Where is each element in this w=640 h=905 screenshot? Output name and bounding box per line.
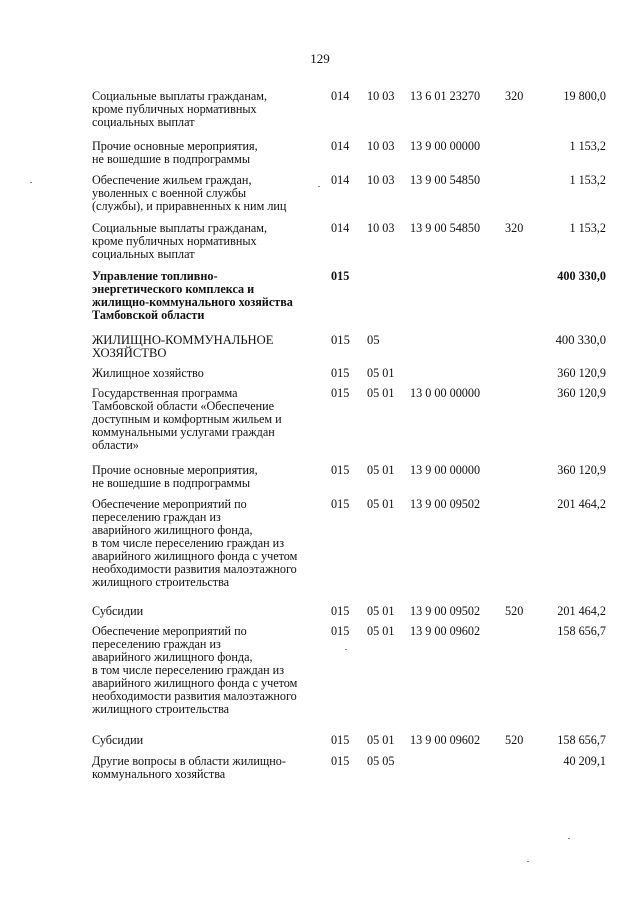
row-department-code: 015 (331, 624, 350, 638)
row-section-code: 10 03 (367, 221, 395, 235)
row-name: ЖИЛИЩНО-КОММУНАЛЬНОЕ ХОЗЯЙСТВО (92, 333, 274, 360)
row-section-code: 05 (367, 333, 380, 347)
row-amount: 1 153,2 (569, 139, 606, 153)
row-target-article: 13 9 00 09602 (410, 624, 481, 638)
row-name: Обеспечение мероприятий по переселению граждан из аварийного жилищного фонда, в том числе переселению граждан из аварийного жилищного фонда с учетом необходимости развития малоэтажного жилищного строительства (92, 624, 298, 716)
scan-speck (30, 182, 32, 183)
row-department-code: 014 (331, 221, 350, 235)
row-expense-type: 520 (505, 604, 524, 618)
row-section-code: 05 01 (367, 463, 395, 477)
row-section-code: 05 05 (367, 754, 395, 768)
row-name: Обеспечение жильем граждан, уволенных с военной службы (службы), и приравненных к ним лиц (92, 173, 287, 213)
row-department-code: 015 (331, 604, 350, 618)
row-section-code: 05 01 (367, 386, 395, 400)
row-name: Прочие основные мероприятия, не вошедшие в подпрограммы (92, 463, 258, 490)
row-target-article: 13 0 00 00000 (410, 386, 481, 400)
row-amount: 1 153,2 (569, 221, 606, 235)
row-section-code: 10 03 (367, 173, 395, 187)
row-expense-type: 320 (505, 89, 524, 103)
row-section-code: 05 01 (367, 733, 395, 747)
row-department-code: 015 (331, 733, 350, 747)
row-expense-type: 520 (505, 733, 524, 747)
scan-speck (568, 838, 570, 839)
row-section-code: 10 03 (367, 139, 395, 153)
row-department-code: 015 (331, 366, 350, 380)
row-department-code: 015 (331, 497, 350, 511)
row-department-code: 014 (331, 89, 350, 103)
row-amount: 400 330,0 (557, 269, 606, 283)
row-department-code: 015 (331, 269, 350, 283)
row-name: Жилищное хозяйство (92, 366, 204, 380)
page-number: 129 (310, 51, 330, 66)
row-target-article: 13 9 00 00000 (410, 463, 481, 477)
row-amount: 201 464,2 (557, 497, 606, 511)
row-name: Социальные выплаты гражданам, кроме публичных нормативных социальных выплат (92, 89, 268, 129)
row-name: Другие вопросы в области жилищно- коммунального хозяйства (92, 754, 286, 781)
row-amount: 201 464,2 (557, 604, 606, 618)
row-section-code: 05 01 (367, 604, 395, 618)
row-name: Государственная программа Тамбовской области «Обеспечение доступным и комфортным жильем и коммунальными услугами граждан области» (92, 386, 282, 452)
row-amount: 40 209,1 (563, 754, 606, 768)
row-department-code: 014 (331, 173, 350, 187)
row-target-article: 13 9 00 54850 (410, 221, 481, 235)
row-department-code: 015 (331, 333, 350, 347)
row-amount: 360 120,9 (557, 366, 606, 380)
row-name: Субсидии (92, 604, 144, 618)
row-target-article: 13 9 00 00000 (410, 139, 481, 153)
row-department-code: 014 (331, 139, 350, 153)
row-amount: 400 330,0 (555, 333, 606, 347)
scan-speck (318, 186, 320, 187)
row-section-code: 10 03 (367, 89, 395, 103)
row-target-article: 13 9 00 09502 (410, 604, 481, 618)
row-section-code: 05 01 (367, 624, 395, 638)
row-amount: 158 656,7 (557, 624, 606, 638)
row-name: Управление топливно- энергетического комплекса и жилищно-коммунального хозяйства Тамбовской области (92, 269, 293, 322)
row-target-article: 13 9 00 09502 (410, 497, 481, 511)
row-name: Субсидии (92, 733, 144, 747)
row-section-code: 05 01 (367, 366, 395, 380)
row-name: Обеспечение мероприятий по переселению граждан из аварийного жилищного фонда, в том числе переселению граждан из аварийного жилищного фонда с учетом необходимости развития малоэтажного жилищного строительства (92, 497, 298, 589)
row-target-article: 13 9 00 54850 (410, 173, 481, 187)
row-amount: 158 656,7 (557, 733, 606, 747)
row-target-article: 13 6 01 23270 (410, 89, 481, 103)
row-amount: 19 800,0 (563, 89, 606, 103)
scan-speck (345, 649, 347, 650)
row-section-code: 05 01 (367, 497, 395, 511)
row-name: Социальные выплаты гражданам, кроме публичных нормативных социальных выплат (92, 221, 268, 261)
row-department-code: 015 (331, 386, 350, 400)
row-amount: 360 120,9 (557, 386, 606, 400)
row-department-code: 015 (331, 463, 350, 477)
row-amount: 1 153,2 (569, 173, 606, 187)
row-amount: 360 120,9 (557, 463, 606, 477)
scan-speck (527, 861, 529, 862)
row-name: Прочие основные мероприятия, не вошедшие в подпрограммы (92, 139, 258, 166)
row-expense-type: 320 (505, 221, 524, 235)
row-department-code: 015 (331, 754, 350, 768)
row-target-article: 13 9 00 09602 (410, 733, 481, 747)
